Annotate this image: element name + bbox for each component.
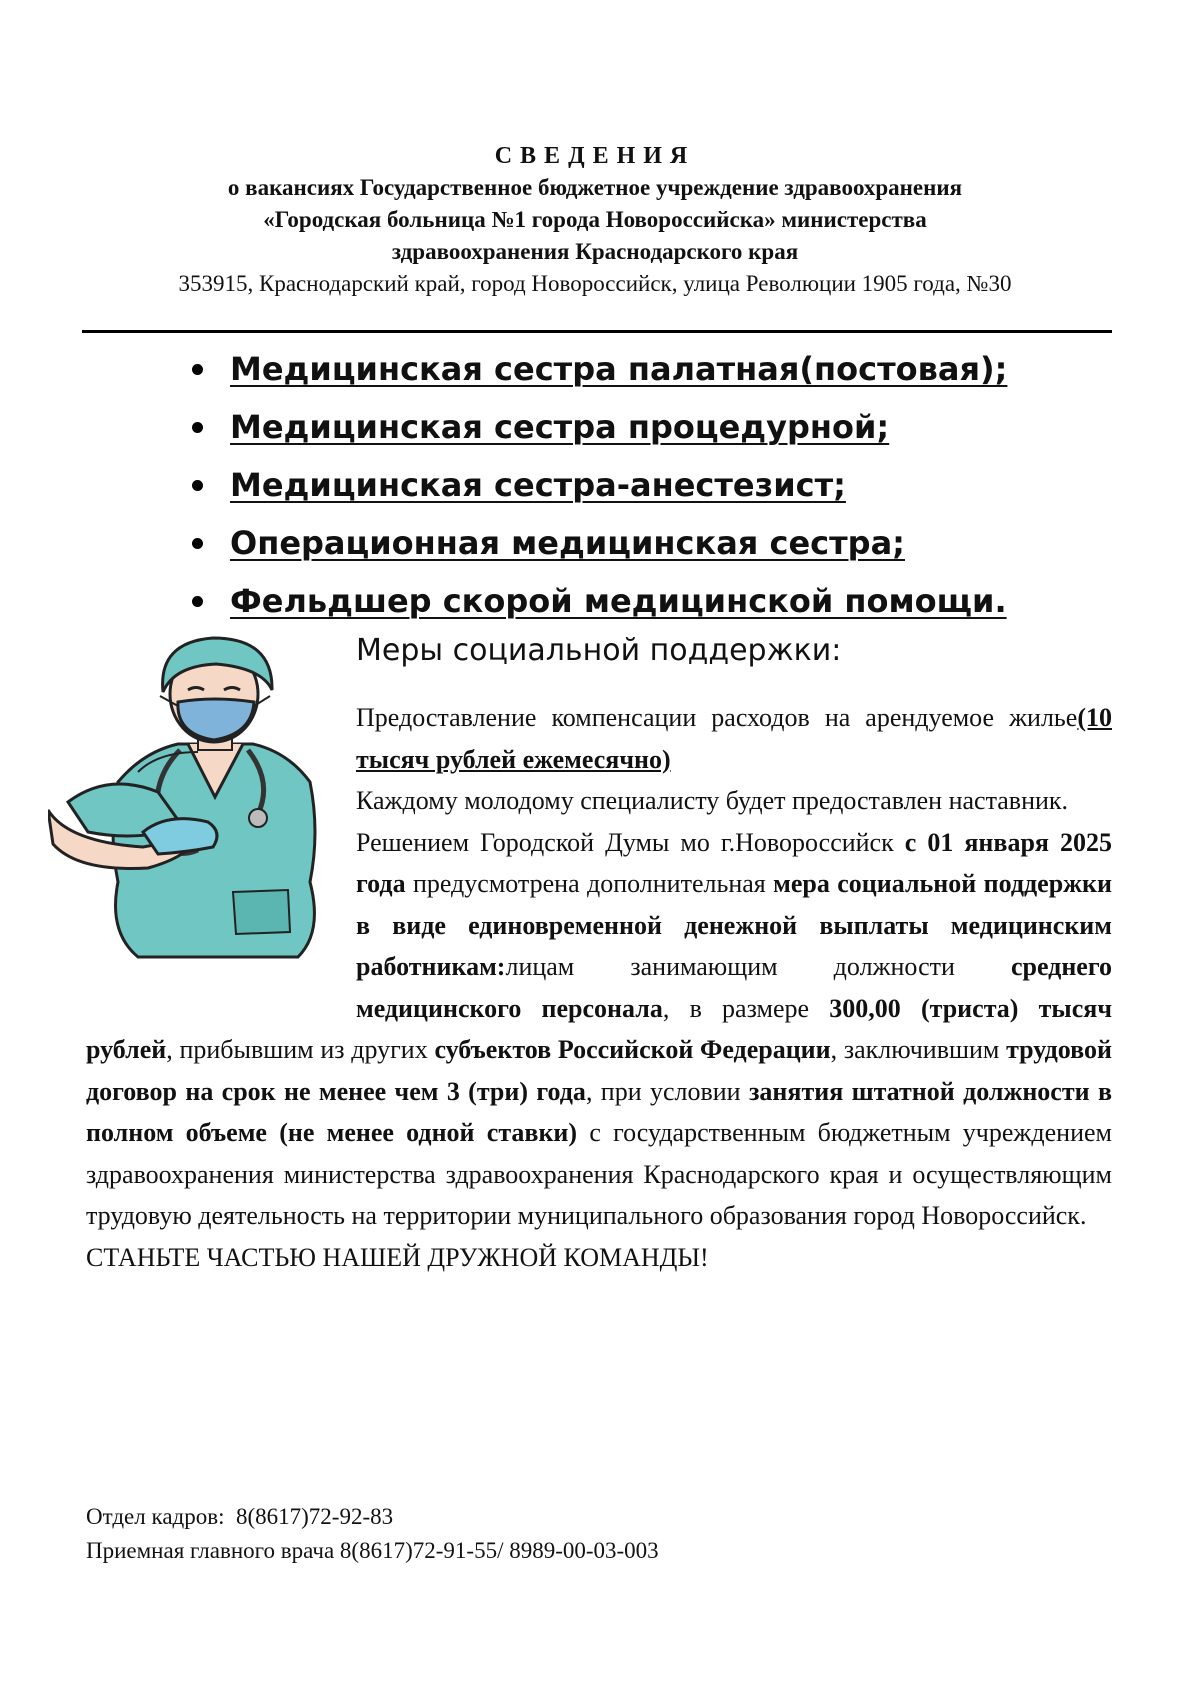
emphasis-text: с 01 января 2025 года (356, 827, 1112, 898)
contact-reception: Приемная главного врача 8(8617)72-91-55/ 8989-00-03-003 (86, 1538, 659, 1563)
document-title: СВЕДЕНИЯ (494, 143, 696, 169)
header-line-3: здравоохранения Краснодарского края (391, 239, 799, 264)
vacancy-label: Медицинская сестра палатная(постовая); (230, 350, 1008, 388)
body-text-segment: предусмотрена дополнительная (405, 869, 774, 898)
emphasis-text: 300,00 (триста) тысяч рублей (86, 993, 1112, 1064)
header-address: 353915, Краснодарский край, город Новороссийск, улица Революции 1905 года, №30 (178, 271, 1012, 296)
bullet-icon (192, 364, 203, 375)
vacancy-item (192, 456, 1007, 514)
header-line-1: о вакансиях Государственное бюджетное учреждение здравоохранения (227, 175, 963, 200)
contact-hr: Отдел кадров: 8(8617)72-92-83 (86, 1504, 394, 1529)
emphasis-text: субъектов Российской Федерации (434, 1035, 831, 1064)
vacancy-label: Медицинская сестра процедурной; (230, 408, 890, 446)
vacancy-item (192, 340, 1007, 398)
vacancy-item (192, 514, 1007, 572)
body-text-segment: Решением Городской Думы мо г.Новороссийск (356, 827, 905, 857)
emphasis-text: среднего медицинского персонала (356, 952, 1112, 1023)
vacancy-label: Медицинская сестра-анестезист; (230, 466, 846, 504)
body-text-segment: , в размере (662, 993, 830, 1023)
vacancy-item (192, 398, 1007, 456)
header-divider (82, 330, 1112, 333)
body-text-segment: с государственным бюджетным учреждением здравоохранения министерства здравоохранения Краснодарского края и осуществляющим трудовую деятельность на территории муниципального образования город Новороссийск. (86, 1118, 1112, 1230)
body-text-segment: , прибывшим из других (166, 1035, 435, 1064)
header-line-2: «Городская больница №1 города Новороссийска» министерства (263, 207, 927, 232)
slogan: СТАНЬТЕ ЧАСТЬЮ НАШЕЙ ДРУЖНОЙ КОМАНДЫ! (86, 1242, 709, 1272)
bullet-icon (192, 596, 203, 607)
vacancy-label: Фельдшер скорой медицинской помощи. (230, 582, 1007, 620)
support-paragraph-2: Каждому молодому специалисту будет предоставлен наставник. (356, 786, 1069, 815)
document-header (60, 140, 1130, 300)
bullet-icon (192, 538, 203, 549)
bullet-icon (192, 422, 203, 433)
support-p1-text: Предоставление компенсации расходов на арендуемое жилье (356, 703, 1078, 732)
emphasis-text: мера социальной поддержки в виде единовременной денежной выплаты медицинским работникам: (356, 869, 1112, 981)
vacancy-list (192, 340, 1007, 630)
emphasis-text: трудовой договор на срок не менее чем 3 (три) года (86, 1035, 1112, 1106)
body-text-segment: , заключившим (830, 1035, 1007, 1064)
illustration-spacer (86, 697, 356, 1002)
contacts (86, 1500, 659, 1568)
support-body (86, 697, 1112, 1278)
vacancy-item (192, 572, 1007, 630)
body-text-segment: , при условии (585, 1076, 749, 1106)
vacancy-label: Операционная медицинская сестра; (230, 524, 905, 562)
bullet-icon (192, 480, 203, 491)
support-p1-amount: (10 тысяч рублей ежемесячно) (356, 703, 1112, 774)
body-text-segment: лицам занимающим должности (505, 952, 1011, 981)
emphasis-text: занятия штатной должности в полном объеме (не менее одной ставки) (86, 1076, 1112, 1147)
support-title: Меры социальной поддержки: (356, 633, 842, 668)
